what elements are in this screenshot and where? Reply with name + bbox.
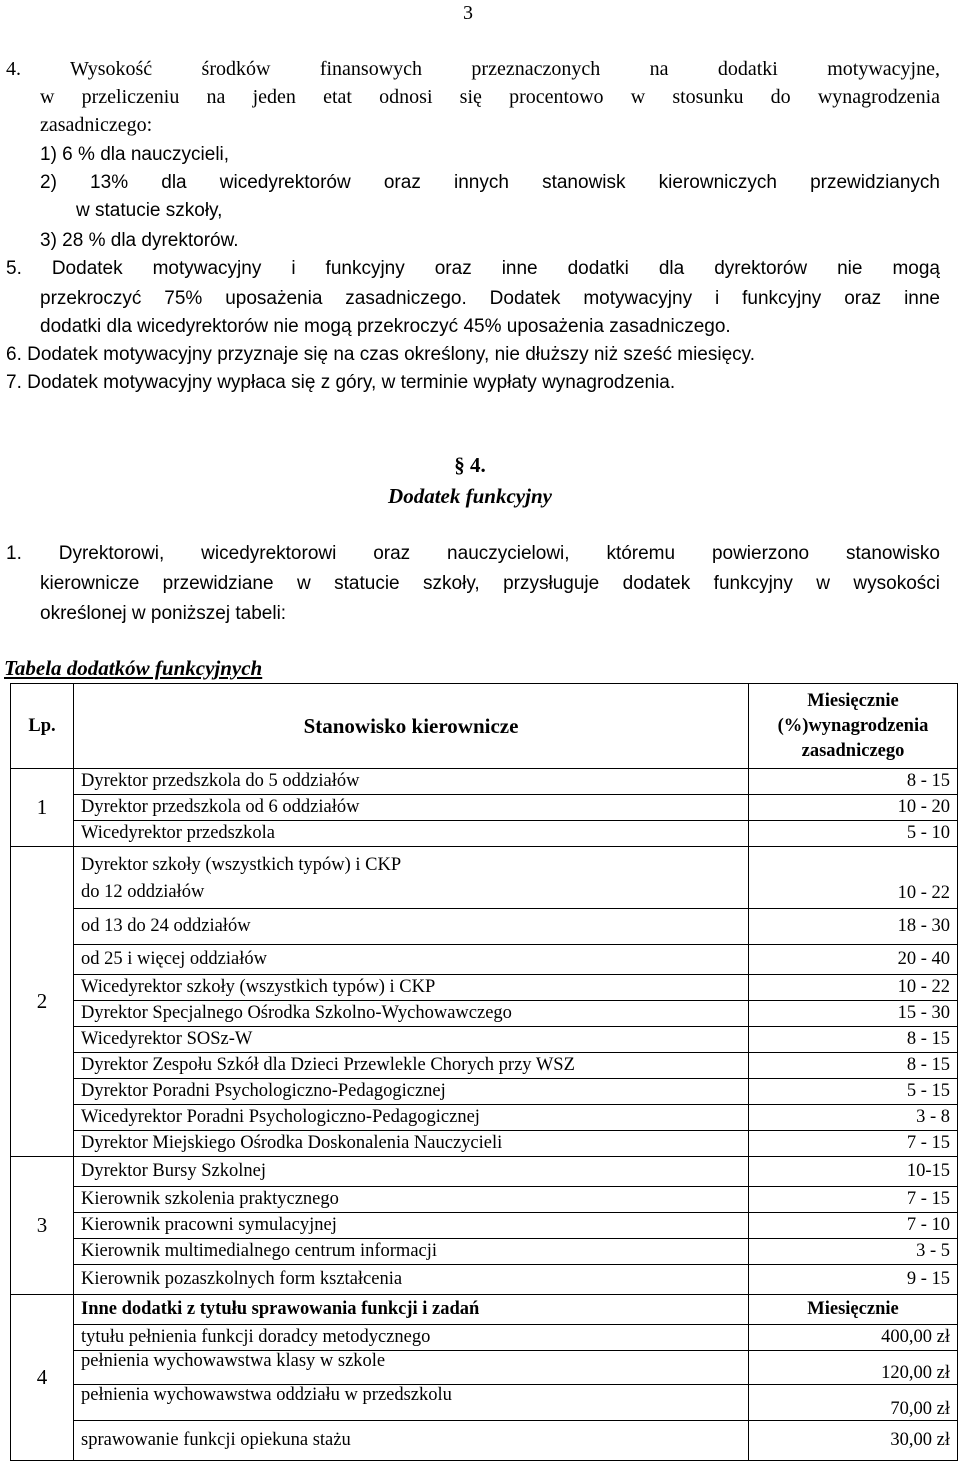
- position-cell: Kierownik pracowni symulacyjnej: [74, 1213, 749, 1239]
- group-lp: 4: [11, 1295, 74, 1461]
- item7-line: 7. Dodatek motywacyjny wypłaca się z góry, w terminie wypłaty wynagrodzenia.: [6, 372, 676, 393]
- table-row: [11, 1351, 958, 1385]
- position-cell: [74, 847, 749, 909]
- range-cell: 20 - 40: [749, 945, 958, 975]
- item4-list-4: 3) 28 % dla dyrektorów.: [40, 230, 239, 251]
- group-lp: 1: [11, 769, 74, 847]
- item4-line-1: 4. Wysokość środków finansowych przeznaczonych na dodatki motywacyjne,: [6, 58, 940, 80]
- table-row: [11, 1295, 958, 1325]
- item4-list-2: 2) 13% dla wicedyrektorów oraz innych stanowisk kierowniczych przewidzianych: [40, 172, 940, 193]
- range-cell: 8 - 15: [749, 769, 958, 795]
- section-title: Dodatek funkcyjny: [388, 484, 552, 508]
- group-lp: 3: [11, 1157, 74, 1295]
- table-row: [11, 1325, 958, 1351]
- table-row: [11, 1027, 958, 1053]
- item5-line-1: 5. Dodatek motywacyjny i funkcyjny oraz inne dodatki dla dyrektorów nie mogą: [6, 258, 940, 279]
- table-row: [11, 1157, 958, 1187]
- range-cell: 3 - 8: [749, 1105, 958, 1131]
- para1-line-2: kierownicze przewidziane w statucie szkoły, przysługuje dodatek funkcyjny w wysokości: [40, 573, 940, 594]
- functional-allowance-table: [10, 683, 958, 1461]
- range-cell: 120,00 zł: [749, 1351, 958, 1385]
- header-monthly-line-2: (%)wynagrodzenia: [777, 715, 929, 736]
- position-cell: Inne dodatki z tytułu sprawowania funkcji i zadań: [74, 1295, 749, 1325]
- range-cell: 7 - 15: [749, 1187, 958, 1213]
- position-cell: Kierownik multimedialnego centrum informacji: [74, 1239, 749, 1265]
- range-cell: 10 - 22: [749, 975, 958, 1001]
- range-cell: 30,00 zł: [749, 1421, 958, 1461]
- position-cell: Kierownik szkolenia praktycznego: [74, 1187, 749, 1213]
- position-cell: pełnienia wychowawstwa klasy w szkole: [74, 1351, 749, 1385]
- table-row: [11, 1053, 958, 1079]
- position-cell: tytułu pełnienia funkcji doradcy metodycznego: [74, 1325, 749, 1351]
- group-lp: 2: [11, 847, 74, 1157]
- para1-line-3: określonej w poniższej tabeli:: [40, 603, 287, 624]
- header-monthly: [749, 684, 958, 769]
- table-row: [11, 1131, 958, 1157]
- range-cell: 15 - 30: [749, 1001, 958, 1027]
- position-cell: Wicedyrektor Poradni Psychologiczno-Pedagogicznej: [74, 1105, 749, 1131]
- range-cell: Miesięcznie: [749, 1295, 958, 1325]
- position-cell: Dyrektor przedszkola do 5 oddziałów: [74, 769, 749, 795]
- position-cell: Wicedyrektor szkoły (wszystkich typów) i CKP: [74, 975, 749, 1001]
- header-monthly-line-3: zasadniczego: [801, 740, 905, 761]
- range-cell: 9 - 15: [749, 1265, 958, 1295]
- header-position: Stanowisko kierownicze: [74, 684, 749, 769]
- item4-list-1: 1) 6 % dla nauczycieli,: [40, 144, 230, 165]
- table-row: [11, 1265, 958, 1295]
- range-cell: 8 - 15: [749, 1053, 958, 1079]
- range-cell: 5 - 15: [749, 1079, 958, 1105]
- range-cell: 8 - 15: [749, 1027, 958, 1053]
- range-cell: 7 - 15: [749, 1131, 958, 1157]
- position-cell: pełnienia wychowawstwa oddziału w przedszkolu: [74, 1385, 749, 1421]
- position-cell: od 25 i więcej oddziałów: [74, 945, 749, 975]
- position-cell: Dyrektor Bursy Szkolnej: [74, 1157, 749, 1187]
- table-row: [11, 1187, 958, 1213]
- range-cell: 7 - 10: [749, 1213, 958, 1239]
- range-cell: 70,00 zł: [749, 1385, 958, 1421]
- header-monthly-line-1: Miesięcznie: [807, 690, 899, 711]
- range-cell: 10-15: [749, 1157, 958, 1187]
- table-caption: Tabela dodatków funkcyjnych: [4, 656, 263, 680]
- header-lp: Lp.: [11, 684, 74, 769]
- table-row: [11, 1105, 958, 1131]
- item5-line-3: dodatki dla wicedyrektorów nie mogą przekroczyć 45% uposażenia zasadniczego.: [40, 316, 731, 337]
- range-cell: 18 - 30: [749, 909, 958, 945]
- item4-list-3: w statucie szkoły,: [76, 200, 223, 221]
- position-line-1: Dyrektor szkoły (wszystkich typów) i CKP: [81, 854, 402, 875]
- range-cell: 5 - 10: [749, 821, 958, 847]
- item4-line-3: zasadniczego:: [40, 114, 153, 136]
- position-cell: Dyrektor Miejskiego Ośrodka Doskonalenia Nauczycieli: [74, 1131, 749, 1157]
- table-row: [11, 1421, 958, 1461]
- table-row: [11, 769, 958, 795]
- table-row: [11, 1079, 958, 1105]
- item6-line: 6. Dodatek motywacyjny przyznaje się na czas określony, nie dłuższy niż sześć miesięcy.: [6, 344, 756, 365]
- table-row: [11, 1385, 958, 1421]
- table-row: [11, 847, 958, 909]
- position-cell: Dyrektor Zespołu Szkół dla Dzieci Przewlekle Chorych przy WSZ: [74, 1053, 749, 1079]
- position-cell: sprawowanie funkcji opiekuna stażu: [74, 1421, 749, 1461]
- table-row: [11, 1001, 958, 1027]
- position-cell: Kierownik pozaszkolnych form kształcenia: [74, 1265, 749, 1295]
- position-cell: Wicedyrektor przedszkola: [74, 821, 749, 847]
- table-row: [11, 1213, 958, 1239]
- para1-line-1: 1. Dyrektorowi, wicedyrektorowi oraz nauczycielowi, któremu powierzono stanowisko: [6, 543, 940, 564]
- table-row: [11, 821, 958, 847]
- position-cell: Dyrektor przedszkola od 6 oddziałów: [74, 795, 749, 821]
- range-cell: 3 - 5: [749, 1239, 958, 1265]
- position-cell: Wicedyrektor SOSz-W: [74, 1027, 749, 1053]
- range-cell: 400,00 zł: [749, 1325, 958, 1351]
- position-cell: od 13 do 24 oddziałów: [74, 909, 749, 945]
- position-line-2: do 12 oddziałów: [81, 881, 205, 902]
- range-cell: 10 - 20: [749, 795, 958, 821]
- table-row: [11, 945, 958, 975]
- section-number: § 4.: [454, 453, 486, 477]
- position-cell: Dyrektor Poradni Psychologiczno-Pedagogicznej: [74, 1079, 749, 1105]
- item5-line-2: przekroczyć 75% uposażenia zasadniczego. Dodatek motywacyjny i funkcyjny oraz inne: [40, 288, 940, 309]
- table-row: [11, 975, 958, 1001]
- item4-line-2: w przeliczeniu na jeden etat odnosi się procentowo w stosunku do wynagrodzenia: [40, 86, 940, 108]
- range-cell: 10 - 22: [749, 847, 958, 909]
- page-number: 3: [463, 2, 473, 24]
- table-row: [11, 795, 958, 821]
- table-header-row: [11, 684, 958, 769]
- table-row: [11, 909, 958, 945]
- table-row: [11, 1239, 958, 1265]
- position-cell: Dyrektor Specjalnego Ośrodka Szkolno-Wychowawczego: [74, 1001, 749, 1027]
